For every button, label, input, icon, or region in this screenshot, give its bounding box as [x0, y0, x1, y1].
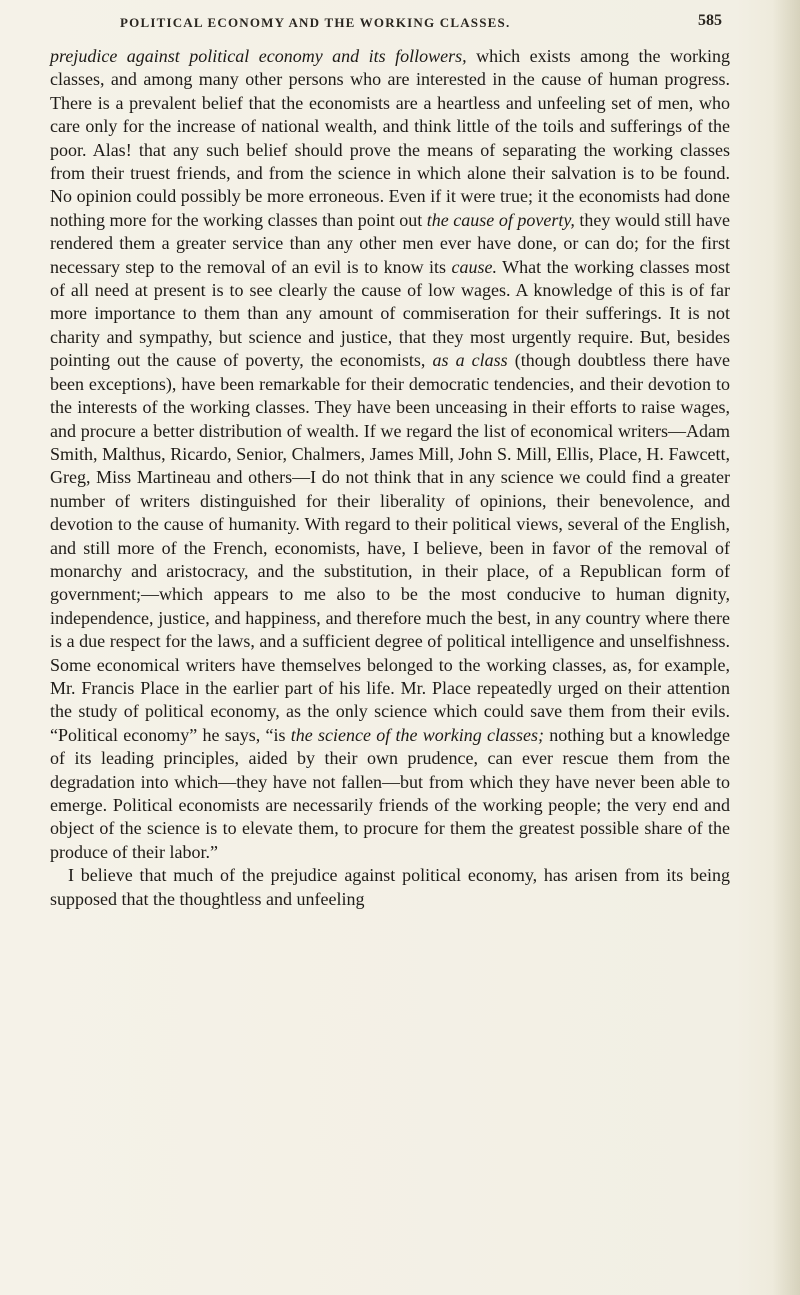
text-run: I believe that much of the prejudice against political economy, has arisen from its being supposed that the thoughtless and unfeeling	[50, 865, 730, 909]
text-run: nothing but a knowledge of its leading principles, aided by their own prudence, can ever rescue them from the degradation into which—they have not fallen—but from which they have never been able to emerge. Political economists are necessarily friends of the working people; the very end and object of the science is to elevate them, to procure for them the greatest possible share of the produce of their labor.”	[50, 724, 730, 862]
text-run: which exists among the working classes, and among many other persons who are interested in the cause of human progress. There is a prevalent belief that the economists are a heartless and unfeeling set of men, who care only for the increase of national wealth, and think little of the toils and sufferings of the poor. Alas! that any such belief should prove the means of separating the working classes from their truest friends, and from the science in which alone their salvation is to be found. No opinion could possibly be more erroneous. Even if it were true; it the economists had done nothing more for the working classes than point out	[50, 46, 731, 230]
italic-text: the cause of poverty,	[426, 209, 575, 230]
page-gutter-shadow	[772, 0, 800, 1295]
italic-text: prejudice against political economy and its followers,	[50, 46, 467, 66]
text-run: (though doubtless there have been exceptions), have been remarkable for their democratic tendencies, and their devotion to the interests of the working classes. They have been unceasing in their efforts to raise wages, and procure a better distribution of wealth. If we regard the list of economical writers—Adam Smith, Malthus, Ricardo, Senior, Chalmers, James Mill, John S. Mill, Ellis, Place, H. Fawcett, Greg, Miss Martineau and others—I do not think that in any science we could find a greater number of writers distinguished for their liberality of opinions, their benevolence, and devotion to the cause of humanity. With regard to their political views, several of the English, and still more of the French, economists, have, I believe, been in favor of the removal of monarchy and aristocracy, and the substitution, in their place, of a Republican form of government;—which appears to me also to be the most conducive to human dignity, independence, justice, and happiness, and therefore much the best, in any country where there is a due respect for the laws, and a sufficient degree of political intelligence and unselfishness. Some economical writers have themselves belonged to the working classes, as, for example, Mr. Francis Place in the earlier part of his life. Mr. Place repeatedly urged on their attention the study of political economy, as the only science which could save them from their evils. “Political economy” he says, “is	[50, 350, 730, 745]
paragraph	[50, 864, 730, 911]
italic-text: cause.	[451, 256, 498, 277]
italic-text: the science of the working classes;	[290, 724, 544, 745]
body-text	[50, 45, 730, 911]
italic-text: as a class	[432, 350, 508, 371]
text-run: What the working classes most of all need at present is to see clearly the cause of low wages. A knowledge of this is of far more importance to them than any amount of commiseration for their sufferings. It is not charity and sympathy, but science and justice, that they most urgently require. But, besides pointing out the cause of poverty, the economists,	[50, 256, 730, 371]
running-title: POLITICAL ECONOMY AND THE WORKING CLASSES.	[120, 15, 511, 30]
paragraph	[50, 45, 730, 864]
text-run: they would still have rendered them a greater service than any other men ever have done, or can do; for the first necessary step to the removal of an evil is to know its	[50, 209, 730, 277]
page-number: 585	[698, 12, 722, 29]
running-head	[100, 12, 722, 34]
